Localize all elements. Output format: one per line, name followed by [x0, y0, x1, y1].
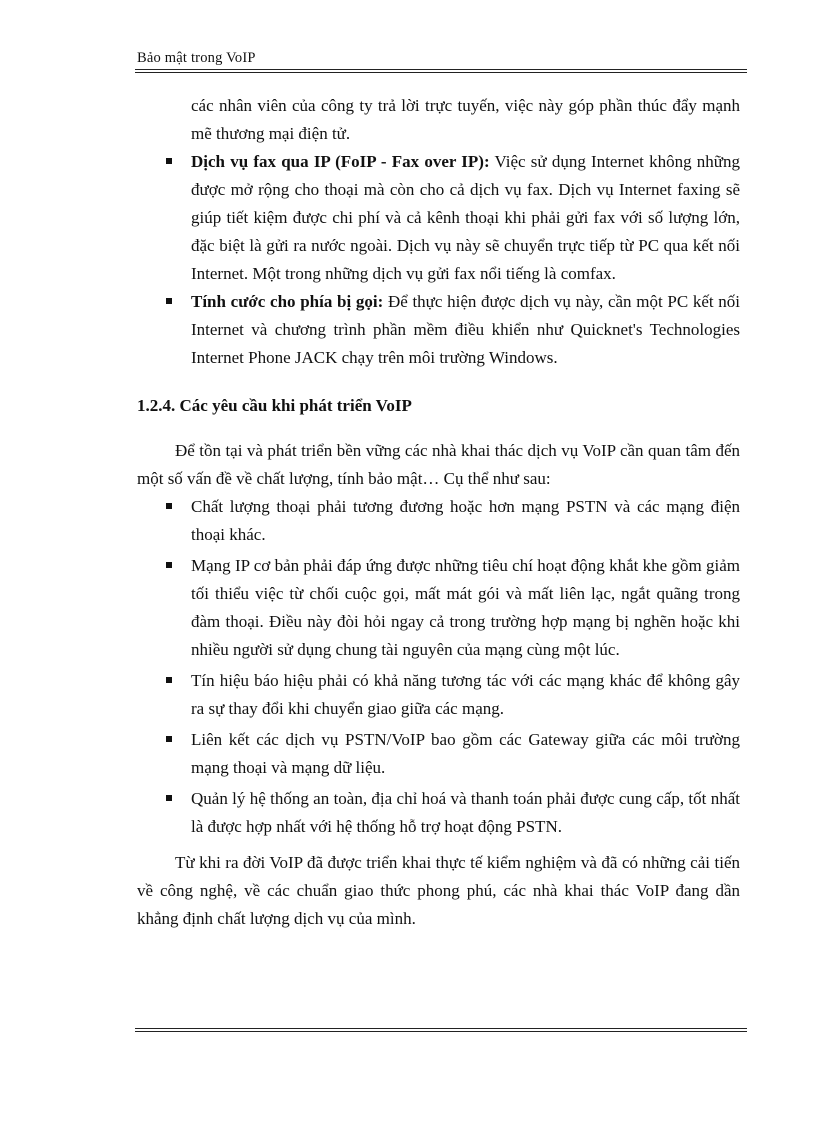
bullet-icon — [166, 736, 172, 742]
list-item — [137, 667, 740, 723]
requirement-text: Quản lý hệ thống an toàn, địa chỉ hoá và thanh toán phải được cung cấp, tốt nhất là được hợp nhất với hệ thống hỗ trợ hoạt động PSTN. — [191, 789, 740, 836]
intro-paragraph: Để tồn tại và phát triển bền vững các nhà khai thác dịch vụ VoIP cần quan tâm đến một số vấn đề về chất lượng, tính bảo mật… Cụ thể như sau: — [137, 441, 740, 488]
requirements-list — [137, 493, 740, 841]
footer-rule-top — [135, 1028, 747, 1029]
page-body — [137, 92, 740, 933]
requirement-text: Tín hiệu báo hiệu phải có khả năng tương tác với các mạng khác để không gây ra sự thay đổi khi chuyển giao giữa các mạng. — [191, 671, 740, 718]
bullet-icon — [166, 298, 172, 304]
list-item — [137, 552, 740, 664]
footer-rule-bottom — [135, 1031, 747, 1032]
list-item — [137, 148, 740, 288]
requirement-text: Chất lượng thoại phải tương đương hoặc hơn mạng PSTN và các mạng điện thoại khác. — [191, 497, 740, 544]
list-item — [137, 288, 740, 372]
continuation-paragraph: các nhân viên của công ty trả lời trực tuyến, việc này góp phần thúc đẩy mạnh mẽ thương mại điện tử. — [191, 96, 740, 143]
service-text: Để thực hiện được dịch vụ này, cần một PC kết nối Internet và chương trình phần mềm điều khiển như Quicknet's Technologies Internet Phone JACK chạy trên môi trường Windows. — [191, 292, 740, 367]
bullet-icon — [166, 503, 172, 509]
header-rule-top — [135, 69, 747, 70]
requirement-text: Liên kết các dịch vụ PSTN/VoIP bao gồm các Gateway giữa các môi trường mạng thoại và mạng dữ liệu. — [191, 730, 740, 777]
bullet-icon — [166, 562, 172, 568]
header-title: Bảo mật trong VoIP — [137, 50, 256, 66]
service-term: Tính cước cho phía bị gọi: — [191, 292, 384, 311]
requirement-text: Mạng IP cơ bản phải đáp ứng được những tiêu chí hoạt động khắt khe gồm giảm tối thiểu việc từ chối cuộc gọi, mất mát gói và mất liên lạc, ngắt quãng trong đàm thoại. Điều này đòi hỏi ngay cả trong trường hợp mạng bị nghẽn hoặc khi nhiều người sử dụng chung tài nguyên của mạng cùng một lúc. — [191, 556, 740, 659]
bullet-icon — [166, 677, 172, 683]
bullet-icon — [166, 795, 172, 801]
service-term: Dịch vụ fax qua IP (FoIP - Fax over IP): — [191, 152, 490, 171]
list-item — [137, 785, 740, 841]
service-text: Việc sử dụng Internet không những được mở rộng cho thoại mà còn cho cả dịch vụ fax. Dịch vụ Internet faxing sẽ giúp tiết kiệm được chi phí và cả kênh thoại khi phải gửi fax với số lượng lớn, đặc biệt là gửi ra nước ngoài. Dịch vụ này sẽ chuyển trực tiếp từ PC qua kết nối Internet. Một trong những dịch vụ gửi fax nổi tiếng là comfax. — [191, 152, 740, 283]
section-heading: 1.2.4. Các yêu cầu khi phát triển VoIP — [137, 396, 412, 415]
bullet-icon — [166, 158, 172, 164]
service-list — [137, 148, 740, 372]
conclusion-paragraph: Từ khi ra đời VoIP đã được triển khai thực tế kiểm nghiệm và đã có những cải tiến về công nghệ, về các chuẩn giao thức phong phú, các nhà khai thác VoIP đang dần khẳng định chất lượng dịch vụ của mình. — [137, 853, 740, 928]
list-item — [137, 726, 740, 782]
header-rule-bottom — [135, 72, 747, 73]
list-item — [137, 493, 740, 549]
